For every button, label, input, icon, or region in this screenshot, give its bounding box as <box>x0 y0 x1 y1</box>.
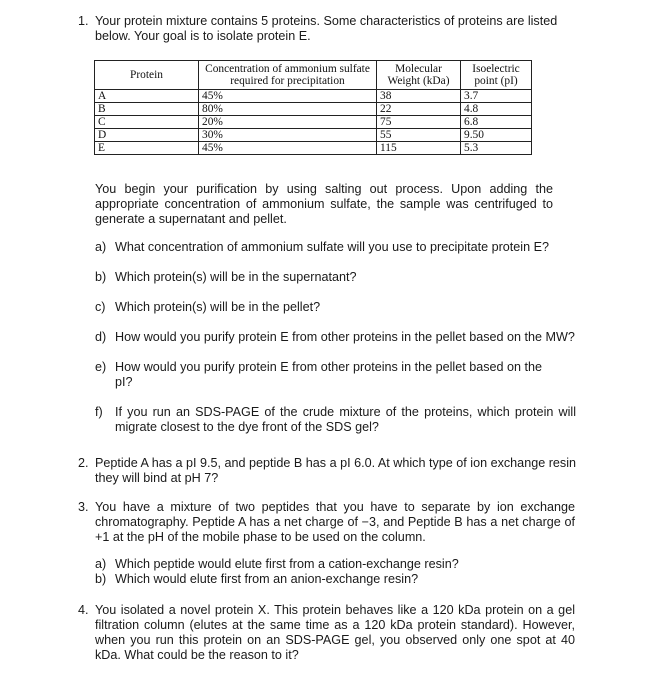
part-text: If you run an SDS-PAGE of the crude mixture of the proteins, which protein will migrate closest to the dye front of the SDS gel? <box>115 405 576 434</box>
table-row <box>95 129 532 142</box>
part-text: Which would elute first from an anion-exchange resin? <box>115 572 419 586</box>
part-text: Which peptide would elute first from a cation-exchange resin? <box>115 557 459 571</box>
part-text: Which protein(s) will be in the supernatant? <box>115 270 357 284</box>
part-label: b) <box>95 270 107 284</box>
part-label: d) <box>95 330 107 344</box>
question-4-number: 4. <box>78 603 89 617</box>
header-molecular-weight: Molecular Weight (kDa) <box>377 61 461 90</box>
question-4-text: You isolated a novel protein X. This protein behaves like a 120 kDa protein on a gel filtration column (elutes at the same time as a 120 kDa protein standard). However, when you run this protein on an SDS-PAGE gel, you observed only one spot at 40 kDa. What could be the reason to it? <box>95 603 575 662</box>
part-label: f) <box>95 405 103 419</box>
table-row <box>95 90 532 103</box>
cell-pi: 6.8 <box>461 116 532 129</box>
cell-mw: 38 <box>377 90 461 103</box>
header-ammonium-sulfate: Concentration of ammonium sulfate required for precipitation <box>199 61 377 90</box>
cell-protein: C <box>95 116 199 129</box>
protein-table <box>94 60 532 155</box>
question-1-number: 1. <box>78 14 89 28</box>
table-header-row <box>95 61 532 90</box>
cell-conc: 30% <box>199 129 377 142</box>
cell-protein: D <box>95 129 199 142</box>
cell-conc: 20% <box>199 116 377 129</box>
part-text: Which protein(s) will be in the pellet? <box>115 300 321 314</box>
part-label: a) <box>95 240 107 254</box>
cell-conc: 45% <box>199 90 377 103</box>
question-2-number: 2. <box>78 456 89 470</box>
cell-pi: 3.7 <box>461 90 532 103</box>
cell-mw: 75 <box>377 116 461 129</box>
question-1-paragraph: You begin your purification by using salting out process. Upon adding the appropriate concentration of ammonium sulfate, the sample was centrifuged to generate a supernatant and pellet. <box>95 182 553 226</box>
cell-mw: 115 <box>377 142 461 155</box>
cell-conc: 45% <box>199 142 377 155</box>
part-text: How would you purify protein E from other proteins in the pellet based on the MW? <box>115 330 575 344</box>
cell-protein: E <box>95 142 199 155</box>
cell-mw: 22 <box>377 103 461 116</box>
cell-protein: B <box>95 103 199 116</box>
table-row <box>95 103 532 116</box>
part-label: c) <box>95 300 106 314</box>
cell-pi: 4.8 <box>461 103 532 116</box>
cell-pi: 5.3 <box>461 142 532 155</box>
cell-conc: 80% <box>199 103 377 116</box>
part-label: e) <box>95 360 107 374</box>
table-row <box>95 142 532 155</box>
question-3-number: 3. <box>78 500 89 514</box>
header-protein: Protein <box>95 61 199 90</box>
table-row <box>95 116 532 129</box>
part-label: a) <box>95 557 107 571</box>
question-2-text: Peptide A has a pI 9.5, and peptide B has a pI 6.0. At which type of ion exchange resin they will bind at pH 7? <box>95 456 576 485</box>
cell-mw: 55 <box>377 129 461 142</box>
part-text: What concentration of ammonium sulfate will you use to precipitate protein E? <box>115 240 550 254</box>
cell-pi: 9.50 <box>461 129 532 142</box>
question-3-text: You have a mixture of two peptides that you have to separate by ion exchange chromatography. Peptide A has a net charge of −3, and Peptide B has a net charge of +1 at the pH of the mobile phase to be used on the column. <box>95 500 575 544</box>
cell-protein: A <box>95 90 199 103</box>
part-text: How would you purify protein E from other proteins in the pellet based on the pI? <box>115 360 543 389</box>
question-1-intro: Your protein mixture contains 5 proteins. Some characteristics of proteins are listed below. Your goal is to isolate protein E. <box>95 14 558 43</box>
part-label: b) <box>95 572 107 586</box>
header-isoelectric-point: Isoelectric point (pI) <box>461 61 532 90</box>
